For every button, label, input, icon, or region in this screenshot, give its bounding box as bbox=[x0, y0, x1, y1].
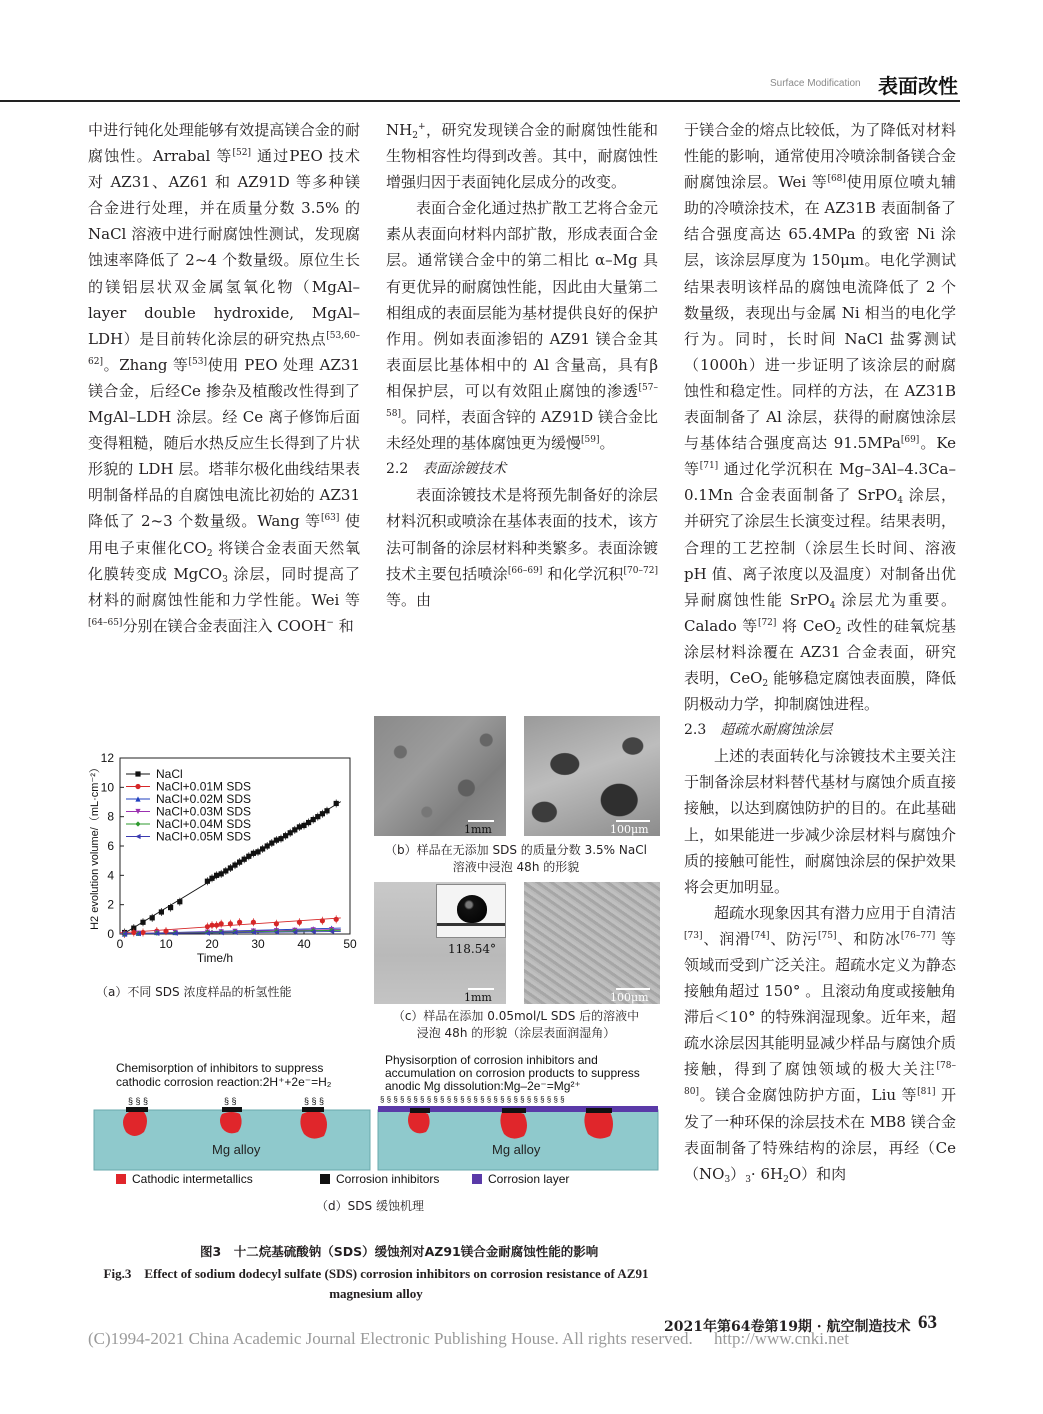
journal-issue: 2021年第64卷第19期 · 航空制造技术 bbox=[664, 1319, 911, 1335]
data-point bbox=[311, 817, 316, 822]
data-point bbox=[320, 918, 325, 923]
legend-label: NaCl bbox=[156, 767, 183, 781]
col2-paragraph-3: 表面涂镀技术是将预先制备好的涂层材料沉积或喷涂在基体表面的技术，该方法可制备的涂层材料种类繁多。表面涂镀技术主要包括喷涂[66–69] 和化学沉积[70–72] 等。由 bbox=[386, 486, 658, 609]
col2-paragraph-2: 表面合金化通过热扩散工艺将合金元素从表面向材料内部扩散，形成表面合金层。通常镁合金中的第二相比 α–Mg 具有更优异的耐腐蚀性能，因此由大量第二相组成的表面层能为基材提供良好的保护作用。例如表面渗铝的 AZ91 镁合金其表面层比基体相中的 Al 含量高，具有β 相保护层，可以有效阻止腐蚀的渗透[57–58]。同样，表面含锌的 AZ91D 镁合金比未经处理的基体腐蚀更为缓慢[59]。 bbox=[386, 199, 658, 453]
contact-angle-inset bbox=[436, 884, 506, 938]
x-tick-label: 30 bbox=[251, 937, 265, 951]
data-point bbox=[214, 923, 219, 928]
section-2-2-heading: 2.2 表面涂镀技术 bbox=[386, 461, 507, 478]
y-tick-label: 12 bbox=[100, 751, 114, 765]
data-point bbox=[297, 920, 302, 925]
section-2-3-heading: 2.3 超疏水耐腐蚀涂层 bbox=[684, 722, 833, 739]
mechanism-right-title-3: anodic Mg dissolution:Mg–2e⁻=Mg²⁺ bbox=[385, 1079, 581, 1093]
data-point bbox=[255, 849, 260, 854]
page-number: 63 bbox=[918, 1312, 937, 1333]
copyright-line: (C)1994-2021 China Academic Journal Electronic Publishing House. All rights reserved. http://www.cnki.net bbox=[88, 1329, 849, 1348]
column-3 bbox=[684, 117, 956, 1187]
svg-text:§ § §: § § § bbox=[128, 1096, 149, 1106]
figure-caption-cn: 图3 十二烷基硫酸钠（SDS）缓蚀剂对AZ91镁合金耐腐蚀性能的影响 bbox=[200, 1244, 599, 1259]
intermetallic-left-1 bbox=[123, 1096, 148, 1136]
data-point bbox=[251, 851, 256, 856]
column-2 bbox=[386, 117, 658, 613]
mechanism-right-title-2: accumulation on corrosion products to suppress bbox=[385, 1066, 640, 1080]
scale-bar bbox=[468, 820, 494, 822]
sds-mechanism-diagram bbox=[88, 1050, 664, 1196]
legend-label: NaCl+0.01M SDS bbox=[156, 779, 252, 794]
photo-c-sem bbox=[524, 882, 660, 1004]
scale-label: 100μm bbox=[610, 823, 649, 836]
running-head-en: Surface Modification bbox=[770, 78, 861, 89]
data-point bbox=[288, 830, 293, 835]
scale-label: 1mm bbox=[464, 823, 492, 836]
data-point bbox=[150, 915, 155, 920]
data-point bbox=[320, 811, 325, 816]
data-point bbox=[140, 920, 145, 925]
data-point bbox=[292, 827, 297, 832]
data-point bbox=[205, 924, 210, 929]
scale-bar bbox=[616, 988, 650, 990]
data-point bbox=[334, 917, 339, 922]
legend-label: NaCl+0.04M SDS bbox=[156, 817, 252, 831]
data-point bbox=[301, 823, 306, 828]
intermetallic-right-3 bbox=[584, 1108, 613, 1139]
data-point bbox=[177, 899, 182, 904]
substrate-line bbox=[437, 923, 505, 926]
caption-b: （b）样品在无添加 SDS 的质量分数 3.5% NaCl 溶液中浸泡 48h 的形貌 bbox=[385, 843, 647, 874]
data-point bbox=[242, 857, 247, 862]
y-tick-label: 10 bbox=[100, 780, 114, 795]
column-1 bbox=[88, 117, 360, 639]
data-point bbox=[283, 833, 288, 838]
legend-layer: Corrosion layer bbox=[488, 1172, 570, 1186]
data-point bbox=[251, 920, 256, 925]
data-point bbox=[297, 824, 302, 829]
header-rule bbox=[0, 100, 960, 102]
col3-paragraph-1: 于镁合金的熔点比较低，为了降低对材料性能的影响，通常使用冷喷涂制备镁合金耐腐蚀涂层。Wei 等[68]使用原位喷丸辅助的冷喷涂技术，在 AZ31B 表面制备了结合强度高达 65.4MPa 的致密 Ni 涂层，该涂层厚度为 150μm。电化学测试结果表明该样品的腐蚀电流降低了 2 个数量级，表现出与金属 Ni 相当的电化学行为。同时，长时间 NaCl 盐雾测试（1000h）进一步证明了该涂层的耐腐蚀性和稳定性。同样的方法，在 AZ31B 表面制备了 Al 涂层，获得的耐腐蚀涂层与基体结合强度高达 91.5MPa[69]。Ke 等[71] 通过化学沉积在 Mg–3Al–4.3Ca–0.1Mn 合金表面制备了 SrPO$_4$ 涂层，并研究了涂层生长演变过程。结果表明，合理的工艺控制（涂层生长时间、溶液 pH 值、离子浓度以及温度）对制备出优异耐腐蚀性能 SrPO$_4$ 涂层尤为重要。Calado 等[72] 将 CeO$_2$ 改性的硅氧烷基涂层材料涂覆在 AZ31 合金表面，研究表明，CeO$_2$ 能够稳定腐蚀表面膜，降低阴极动力学，抑制腐蚀进程。 bbox=[684, 121, 956, 714]
data-point bbox=[237, 860, 242, 865]
data-point bbox=[205, 879, 210, 884]
legend-swatch-inhibitors bbox=[320, 1174, 330, 1184]
y-tick-label: 0 bbox=[107, 927, 114, 941]
x-tick-label: 50 bbox=[343, 937, 357, 951]
caption-d: （d）SDS 缓蚀机理 bbox=[316, 1199, 424, 1213]
data-point bbox=[269, 840, 274, 845]
inhibitor-row: § § § § § § § § § § § § § § § § § § § § § § § § § § § § bbox=[380, 1095, 565, 1104]
running-head-cn: 表面改性 bbox=[878, 74, 958, 98]
mechanism-left-title-2: cathodic corrosion reaction:2H⁺+2e⁻=H₂ bbox=[116, 1075, 332, 1089]
mg-alloy-label-left: Mg alloy bbox=[212, 1142, 261, 1157]
data-point bbox=[278, 836, 283, 841]
mg-alloy-label-right: Mg alloy bbox=[492, 1142, 541, 1157]
col3-paragraph-2: 上述的表面转化与涂镀技术主要关注于制备涂层材料替代基材与腐蚀介质直接接触，以达到腐蚀防护的目的。在此基础上，如果能进一步减少涂层材料与腐蚀介质的接触可能性，耐腐蚀涂层的保护效果将会更加明显。 bbox=[684, 747, 956, 896]
x-tick-label: 0 bbox=[116, 937, 124, 951]
data-point bbox=[219, 871, 224, 876]
mechanism-right-title-1: Physisorption of corrosion inhibitors and bbox=[385, 1053, 598, 1067]
legend-label: NaCl+0.03M SDS bbox=[156, 804, 252, 819]
photo-b-macro bbox=[374, 716, 506, 836]
y-tick-label: 2 bbox=[107, 897, 114, 912]
legend-intermetallics: Cathodic intermetallics bbox=[132, 1172, 253, 1186]
intermetallic-left-2 bbox=[220, 1096, 242, 1133]
photo-c-macro bbox=[374, 882, 506, 1004]
data-point bbox=[228, 865, 233, 870]
x-tick-label: 20 bbox=[205, 937, 219, 951]
data-point bbox=[159, 909, 164, 914]
y-tick-label: 4 bbox=[107, 868, 114, 883]
data-point bbox=[274, 838, 279, 843]
data-point bbox=[260, 846, 265, 851]
data-point bbox=[214, 873, 219, 878]
data-point bbox=[274, 921, 279, 926]
data-point bbox=[168, 905, 173, 910]
data-point bbox=[232, 862, 237, 867]
data-point bbox=[131, 930, 136, 935]
data-point bbox=[306, 820, 311, 825]
figure-caption-en: Fig.3 Effect of sodium dodecyl sulfate (SDS) corrosion inhibitors on corrosion resistance of AZ91 magnesium alloy bbox=[103, 1266, 649, 1301]
scale-bar bbox=[616, 820, 650, 822]
svg-text:§ §: § § bbox=[224, 1096, 237, 1106]
y-axis-label: H2 evolution volume/（mL·cm⁻²） bbox=[89, 762, 101, 930]
legend-label: NaCl+0.05M SDS bbox=[156, 829, 252, 844]
data-point bbox=[209, 876, 214, 881]
contact-angle-value: 118.54° bbox=[448, 942, 496, 956]
legend-swatch-intermetallics bbox=[116, 1174, 126, 1184]
legend-inhibitors: Corrosion inhibitors bbox=[336, 1172, 440, 1186]
intermetallic-right-2 bbox=[500, 1108, 527, 1139]
mechanism-left-title-1: Chemisorption of inhibitors to suppress bbox=[116, 1061, 324, 1075]
scale-label: 100μm bbox=[610, 991, 649, 1004]
col2-paragraph-1: $NH_2^+$，研究发现镁合金的耐腐蚀性能和生物相容性均得到改善。其中，耐腐蚀性增强归因于表面钝化层成分的改变。 bbox=[386, 121, 658, 192]
data-point bbox=[228, 921, 233, 926]
caption-a: （a）不同 SDS 浓度样品的析氢性能 bbox=[96, 985, 292, 999]
h2-evolution-chart bbox=[86, 748, 376, 980]
data-point bbox=[334, 801, 339, 806]
photo-b-sem bbox=[524, 716, 660, 836]
x-tick-label: 10 bbox=[159, 937, 173, 951]
caption-c: （c）样品在添加 0.05mol/L SDS 后的溶液中 浸泡 48h 的形貌（涂层表面润湿角） bbox=[392, 1009, 640, 1040]
x-axis-label: Time/h bbox=[196, 951, 234, 965]
water-droplet bbox=[457, 895, 487, 923]
x-tick-label: 40 bbox=[297, 937, 311, 951]
scale-label: 1mm bbox=[464, 991, 492, 1004]
data-point bbox=[163, 928, 168, 933]
data-point bbox=[237, 920, 242, 925]
data-point bbox=[223, 868, 228, 873]
legend-label: NaCl+0.02M SDS bbox=[156, 792, 252, 806]
data-point bbox=[140, 930, 145, 935]
data-point bbox=[315, 814, 320, 819]
intermetallic-left-3 bbox=[300, 1096, 327, 1139]
data-point bbox=[265, 843, 270, 848]
svg-text:§ § §: § § § bbox=[304, 1096, 325, 1106]
intermetallic-right-1 bbox=[408, 1108, 430, 1133]
col3-paragraph-3: 超疏水现象因其有潜力应用于自清洁[73]、润滑[74]、防污[75]、和防冰[76–77] 等领域而受到广泛关注。超疏水定义为静态接触角超过 150° 。且滚动角度或接触角滞后＜10° 的特殊润湿现象。近年来，超疏水涂层因其能明显减少样品与腐蚀介质接触，得到了腐蚀领域的极大关注[78–80]。镁合金腐蚀防护方面，Liu 等[81] 开发了一种环保的涂层技术在 MB8 镁合金表面制备了特殊结构的涂层，再经$(Ce(NO_3)_3\cdot 6H_2O)$和肉 bbox=[684, 903, 956, 1185]
col1-paragraph: 中进行钝化处理能够有效提高镁合金的耐腐蚀性。Arrabal 等[52] 通过PEO 技术对 AZ31、AZ61 和 AZ91D 等多种镁合金进行处理，并在质量分数 3.5% 的 NaCl 溶液中进行耐腐蚀性测试，发现腐蚀速率降低了 2~4 个数量级。原位生长的镁铝层状双金属氢氧化物（MgAl–layer double hydroxide, MgAl–LDH）是目前转化涂层的研究热点[53,60–62]。Zhang 等[53]使用 PEO 处理 AZ31 镁合金，后经Ce 掺杂及植酸改性得到了 MgAl–LDH 涂层。经 Ce 离子修饰后面变得粗糙，随后水热反应生长得到了片状形貌的 LDH 层。塔菲尔极化曲线结果表明制备样品的自腐蚀电流比初始的 AZ31 降低了 2~3 个数量级。Wang 等[63] 使用电子束催化$CO_2$ 将镁合金表面天然氧化膜转变成 MgCO$_3$ 涂层，同时提高了材料的耐腐蚀性能和力学性能。Wei 等[64–65]分别在镁合金表面注入 COOH− 和 bbox=[88, 121, 360, 635]
y-tick-label: 6 bbox=[107, 839, 114, 853]
data-point bbox=[209, 923, 214, 928]
data-point bbox=[246, 854, 251, 859]
chart-legend bbox=[126, 767, 251, 844]
legend-swatch-layer bbox=[472, 1174, 482, 1184]
y-tick-label: 8 bbox=[107, 809, 114, 824]
data-point bbox=[324, 808, 329, 813]
scale-bar bbox=[468, 988, 494, 990]
data-point bbox=[219, 921, 224, 926]
